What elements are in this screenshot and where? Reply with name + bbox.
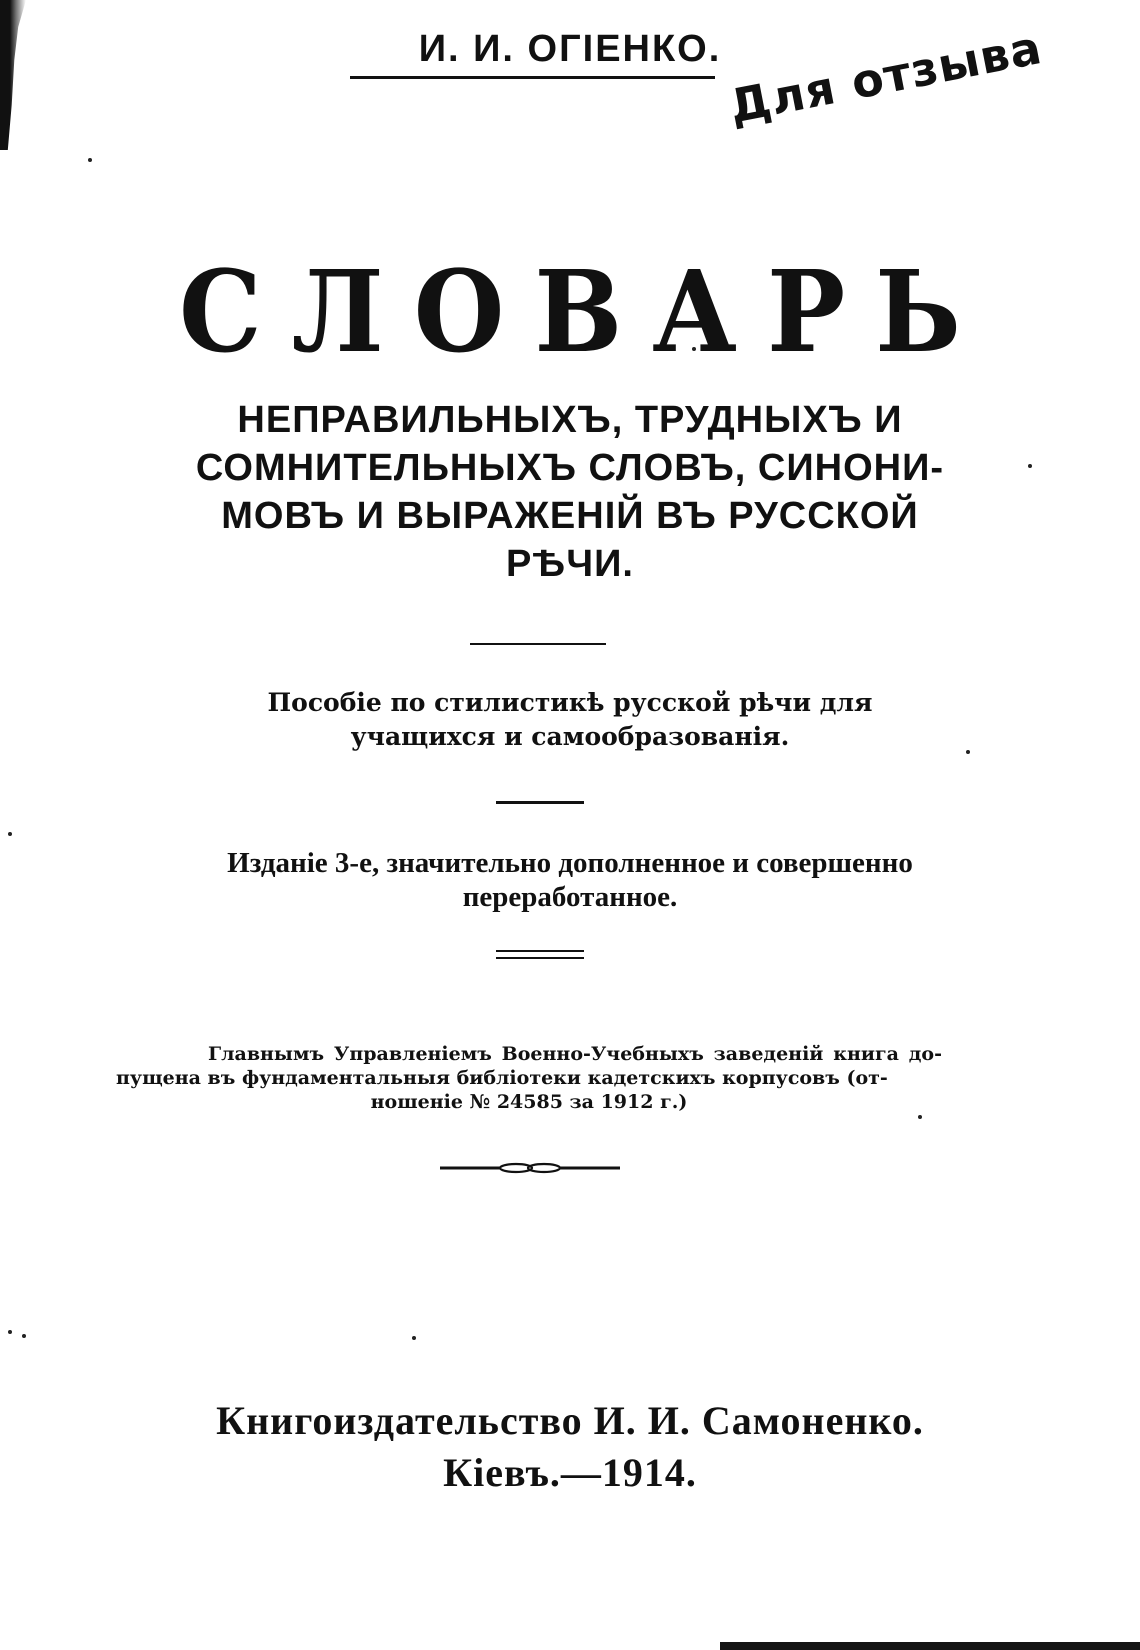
- purpose-line: учащихся и самообразованія.: [350, 722, 790, 751]
- subtitle-line: НЕПРАВИЛЬНЫХЪ, ТРУДНЫХЪ И: [237, 399, 903, 441]
- scan-edge-left: [0, 0, 26, 150]
- edition-line: переработанное.: [462, 881, 678, 913]
- scan-speck: [22, 1334, 26, 1338]
- scan-speck: [8, 832, 12, 836]
- book-purpose: [0, 686, 1140, 754]
- publisher-line: Книгоиздательство И. И. Самоненко.: [216, 1398, 924, 1443]
- ornament-rule: [440, 1158, 620, 1178]
- approval-line: пущена въ фундаментальныя библіотеки кадетскихъ корпусовъ (от-: [116, 1067, 888, 1089]
- divider-rule: [470, 643, 606, 645]
- approval-line: ношеніе № 24585 за 1912 г.): [370, 1091, 688, 1113]
- scan-speck: [88, 158, 92, 162]
- divider-rule: [496, 801, 584, 804]
- publisher-line: Кіевъ.—1914.: [443, 1450, 697, 1495]
- subtitle-line: МОВЪ И ВЫРАЖЕНІЙ ВЪ РУССКОЙ: [221, 495, 919, 537]
- double-divider-bottom: [496, 957, 584, 959]
- scan-speck: [412, 1336, 416, 1340]
- review-stamp: Для отзыва: [724, 20, 1047, 134]
- book-subtitle: [0, 396, 1140, 588]
- subtitle-line: СОМНИТЕЛЬНЫХЪ СЛОВЪ, СИНОНИ-: [195, 447, 945, 489]
- approval-line: Главнымъ Управленіемъ Военно-Учебныхъ заведеній книга до-: [208, 1043, 942, 1065]
- book-title: СЛОВАРЬ: [179, 245, 991, 378]
- author-name: И. И. ОГІЕНКО.: [418, 28, 722, 70]
- publisher-imprint: [0, 1395, 1140, 1499]
- scan-speck: [8, 1330, 12, 1334]
- scan-edge-bottom: [720, 1642, 1140, 1650]
- edition-note: [0, 846, 1140, 914]
- scan-speck: [918, 1115, 922, 1119]
- double-divider-top: [496, 950, 584, 952]
- subtitle-line: РѢЧИ.: [506, 543, 634, 585]
- approval-note: [116, 1042, 942, 1114]
- edition-line: Изданіе 3-е, значительно дополненное и совершенно: [227, 847, 913, 879]
- author-underline: [350, 76, 715, 79]
- purpose-line: Пособіе по стилистикѣ русской рѣчи для: [267, 688, 873, 717]
